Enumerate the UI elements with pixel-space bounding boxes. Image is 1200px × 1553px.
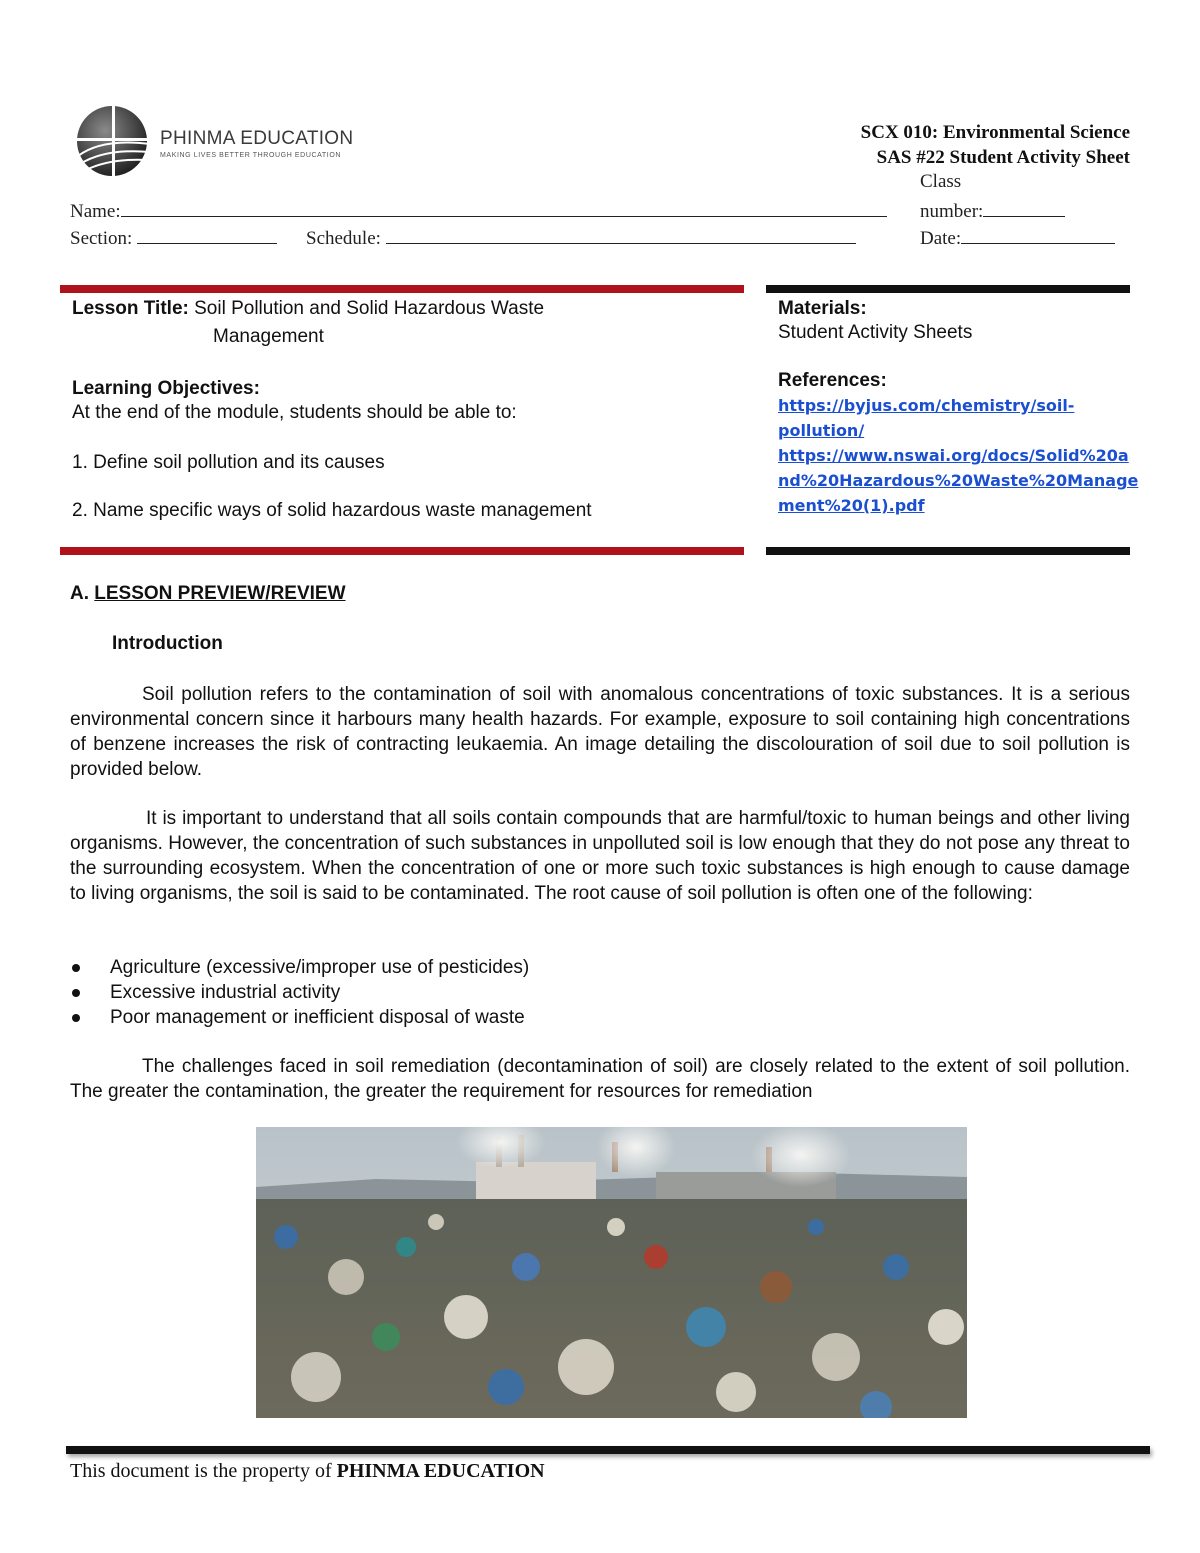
schedule-field[interactable] [306, 225, 856, 250]
section-a-prefix: A. [70, 583, 95, 604]
logo-name: PHINMA EDUCATION [160, 128, 354, 149]
lesson-title-cont: Management [213, 326, 324, 347]
introduction-heading: Introduction [112, 633, 223, 654]
intro-paragraph-3: The challenges faced in soil remediation (decontamination of soil) are closely related to the extent of soil pollution. The greater the contamination, the greater the requirement for resources for remediation [70, 1056, 1130, 1102]
list-item-text: Poor management or inefficient disposal of waste [110, 1007, 525, 1028]
footer-owner: PHINMA EDUCATION [336, 1460, 545, 1482]
section-a-heading [70, 583, 346, 605]
ref1-line1[interactable]: https://byjus.com/chemistry/soil- [778, 396, 1075, 415]
logo-tagline: MAKING LIVES BETTER THROUGH EDUCATION [160, 152, 342, 159]
schedule-blank[interactable] [386, 225, 856, 244]
ref2-line1[interactable]: https://www.nswai.org/docs/Solid%20a [778, 446, 1129, 465]
materials-value: Student Activity Sheets [778, 322, 973, 343]
list-item [70, 1005, 1070, 1030]
date-label: Date: [920, 228, 962, 249]
soil-pollution-photo [256, 1127, 967, 1418]
list-item [70, 955, 1070, 980]
reference-link-nswai[interactable] [778, 443, 1139, 518]
class-number-blank[interactable] [983, 198, 1065, 217]
section-blank[interactable] [137, 225, 277, 244]
ref1-line2[interactable]: pollution/ [778, 421, 865, 440]
materials-label: Materials: [778, 298, 867, 319]
footer-bar [66, 1446, 1150, 1454]
name-blank[interactable] [121, 198, 887, 217]
course-code: SCX 010: Environmental Science [860, 122, 1130, 143]
causes-list [70, 955, 1070, 1030]
class-number-field[interactable] [920, 198, 1065, 223]
bullet-icon [72, 964, 80, 972]
materials-box-top-bar [766, 285, 1130, 293]
name-field[interactable] [70, 198, 887, 223]
number-label: number: [920, 201, 984, 222]
footer-prefix: This document is the property of [70, 1460, 337, 1482]
ref2-line3[interactable]: ment%20(1).pdf [778, 496, 925, 515]
date-blank[interactable] [961, 225, 1115, 244]
lesson-title-label: Lesson Title: [72, 298, 189, 319]
landfill-factory-image [256, 1127, 967, 1418]
lesson-box-top-bar [60, 285, 744, 293]
name-label: Name: [70, 201, 121, 222]
objectives-label: Learning Objectives: [72, 378, 260, 399]
class-label: Class [920, 171, 962, 192]
ref2-line2[interactable]: nd%20Hazardous%20Waste%20Manage [778, 471, 1139, 490]
footer-text [70, 1460, 545, 1483]
sheet-title: SAS #22 Student Activity Sheet [876, 147, 1130, 168]
lesson-title: Soil Pollution and Solid Hazardous Waste [194, 298, 545, 319]
intro-paragraph-1: Soil pollution refers to the contamination of soil with anomalous concentrations of toxic substances. It is a serious environmental concern since it harbours many health hazards. For example, exposure to soil containing high concentrations of benzene increases the risk of contracting leukaemia. An image detailing the discolouration of soil due to soil pollution is provided below. [70, 684, 1130, 780]
list-item-text: Excessive industrial activity [110, 982, 341, 1003]
list-item-text: Agriculture (excessive/improper use of pesticides) [110, 957, 530, 978]
bullet-icon [72, 989, 80, 997]
list-item [70, 980, 1070, 1005]
objective-1: 1. Define soil pollution and its causes [72, 452, 385, 473]
section-field[interactable] [70, 225, 277, 250]
logo-globe-icon [72, 104, 156, 178]
section-label: Section: [70, 228, 133, 249]
bullet-icon [72, 1014, 80, 1022]
references-label: References: [778, 370, 887, 391]
lesson-box [72, 297, 732, 523]
materials-box-bottom-bar [766, 547, 1130, 555]
schedule-label: Schedule: [306, 228, 381, 249]
intro-paragraph-2: It is important to understand that all soils contain compounds that are harmful/toxic to human beings and other living organisms. However, the concentration of such substances in unpolluted soil is low enough that they do not pose any threat to the surrounding ecosystem. When the concentration of one or more such toxic substances is high enough to cause damage to living organisms, the soil is said to be contaminated. The root cause of soil pollution is often one of the following: [70, 808, 1130, 904]
section-a-title: LESSON PREVIEW/REVIEW [94, 583, 346, 604]
objective-2: 2. Name specific ways of solid hazardous waste management [72, 500, 592, 521]
course-heading [861, 120, 1130, 170]
reference-link-byjus[interactable] [778, 393, 1128, 443]
lesson-box-bottom-bar [60, 547, 744, 555]
materials-box [778, 297, 1139, 518]
date-field[interactable] [920, 225, 1115, 250]
objectives-intro: At the end of the module, students should be able to: [72, 402, 517, 423]
